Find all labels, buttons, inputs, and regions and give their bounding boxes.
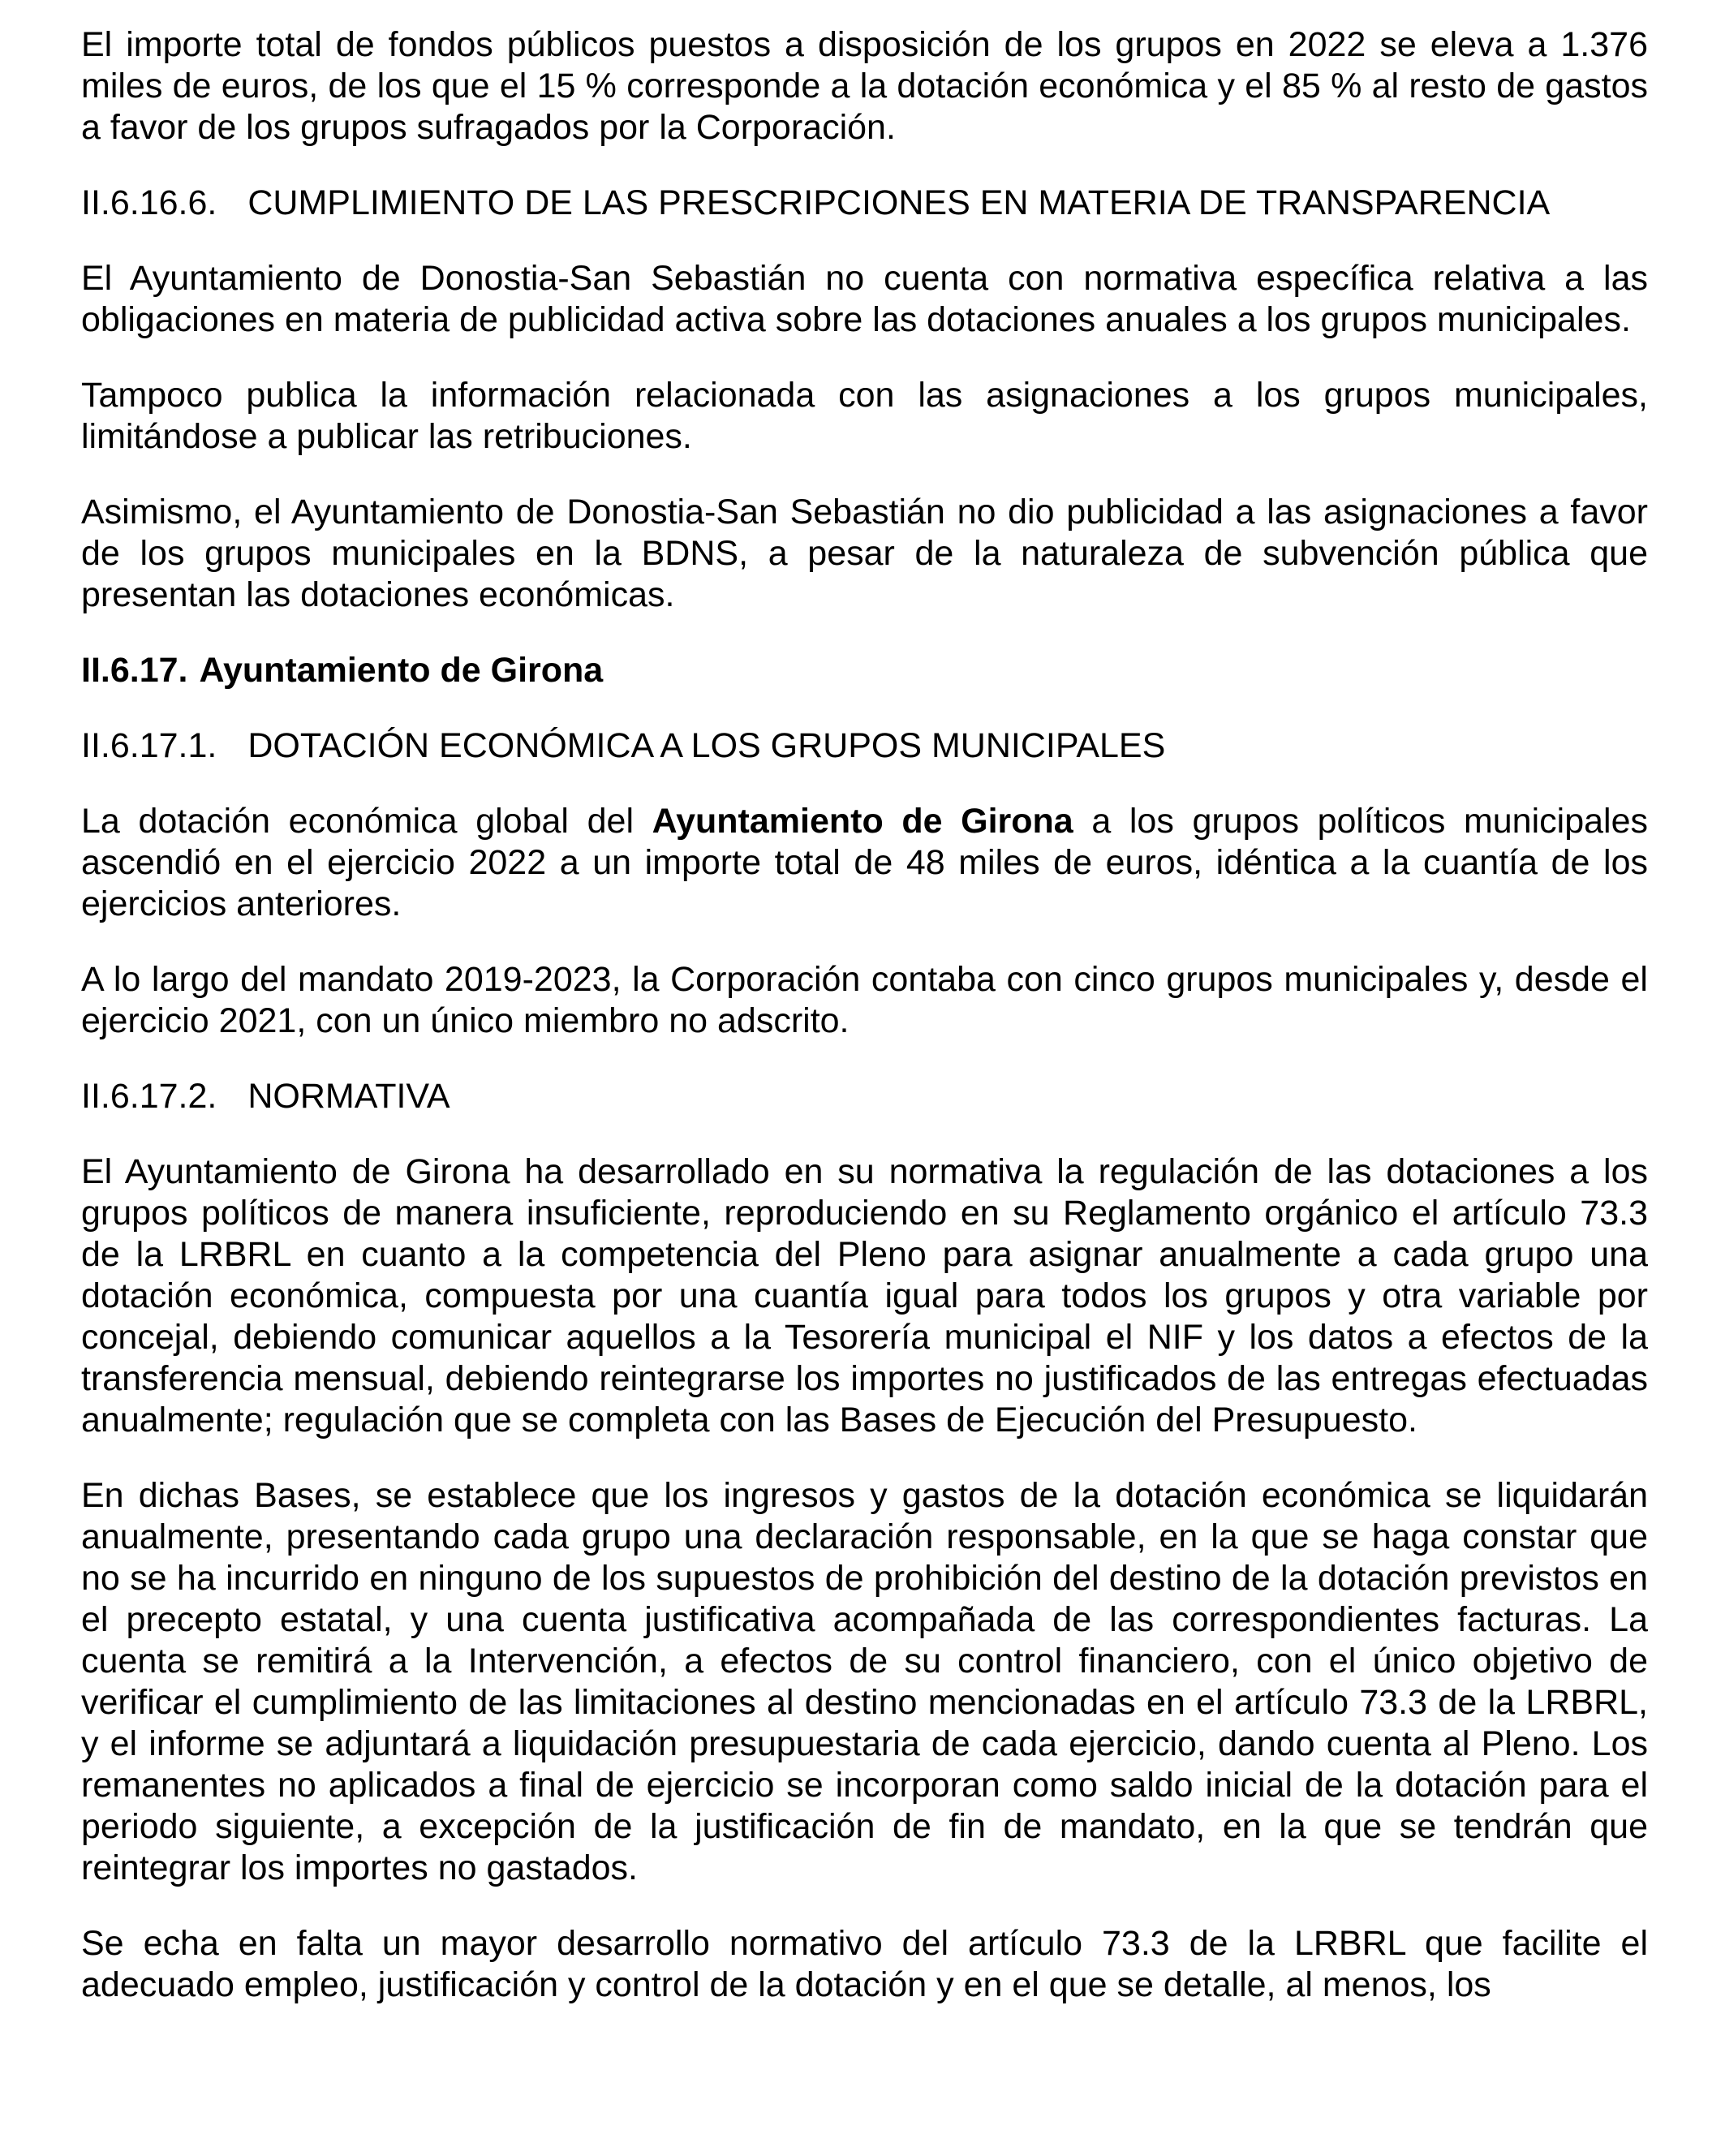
paragraph-asimismo-bdns: Asimismo, el Ayuntamiento de Donostia-San Sebastián no dio publicidad a las asignaciones a favor de los grupos municipales en la BDNS, a pesar de la naturaleza de subvención pública que presentan las dotaciones económicas. xyxy=(81,493,1648,614)
section-number: II.6.16.6. xyxy=(81,183,217,222)
paragraph-normativa-girona: El Ayuntamiento de Girona ha desarrollado en su normativa la regulación de las dotaciones a los grupos políticos de manera insuficiente, reproduciendo en su Reglamento orgánico el artículo 73.3 de la LRBRL en cuanto a la competencia del Pleno para asignar anualmente a cada grupo una dotación económica, compuesta por una cuantía igual para todos los grupos y otra variable por concejal, debiendo comunicar aquellos a la Tesorería municipal el NIF y los datos a efectos de la transferencia mensual, debiendo reintegrarse los importes no justificados de las entregas efectuadas anualmente; regulación que se completa con las Bases de Ejecución del Presupuesto. xyxy=(81,1152,1648,1439)
paragraph-mandato: A lo largo del mandato 2019-2023, la Corporación contaba con cinco grupos municipales y, desde el ejercicio 2021, con un único miembro no adscrito. xyxy=(81,960,1648,1040)
paragraph-dotacion-global xyxy=(81,801,1648,925)
section-heading-ayuntamiento-girona xyxy=(81,650,1648,691)
section-heading-dotacion-economica xyxy=(81,725,1648,767)
paragraph-bases: En dichas Bases, se establece que los ingresos y gastos de la dotación económica se liquidarán anualmente, presentando cada grupo una declaración responsable, en la que se haga constar que no se ha incurrido en ninguno de los supuestos de prohibición del destino de la dotación previstos en el precepto estatal, y una cuenta justificativa acompañada de las correspondientes facturas. La cuenta se remitirá a la Intervención, a efectos de su control financiero, con el único objetivo de verificar el cumplimiento de las limitaciones al destino mencionadas en el artículo 73.3 de la LRBRL, y el informe se adjuntará a liquidación presupuestaria de cada ejercicio, dando cuenta al Pleno. Los remanentes no aplicados a final de ejercicio se incorporan como saldo inicial de la dotación para el periodo siguiente, a excepción de la justificación de fin de mandato, en la que se tendrán que reintegrar los importes no gastados. xyxy=(81,1476,1648,1887)
section-heading-normativa xyxy=(81,1076,1648,1117)
paragraph-se-echa-en-falta: Se echa en falta un mayor desarrollo normativo del artículo 73.3 de la LRBRL que facilite el adecuado empleo, justificación y control de la dotación y en el que se detalle, al menos, los xyxy=(81,1924,1648,2004)
paragraph-normativa-especifica: El Ayuntamiento de Donostia-San Sebastián no cuenta con normativa específica relativa a las obligaciones en materia de publicidad activa sobre las dotaciones anuales a los grupos municipales. xyxy=(81,259,1648,339)
paragraph-dotacion-global-pre: La dotación económica global del xyxy=(81,802,652,841)
section-number: II.6.17.1. xyxy=(81,726,217,765)
paragraph-tampoco-publica: Tampoco publica la información relacionada con las asignaciones a los grupos municipales, limitándose a publicar las retribuciones. xyxy=(81,376,1648,456)
section-title: DOTACIÓN ECONÓMICA A LOS GRUPOS MUNICIPALES xyxy=(247,726,1166,765)
section-number: II.6.17. xyxy=(81,651,188,690)
paragraph-dotacion-global-post: a los grupos políticos municipales ascendió en el ejercicio 2022 a un importe total de 48 miles de euros, idéntica a la cuantía de los ejercicios anteriores. xyxy=(81,802,1648,923)
section-title: NORMATIVA xyxy=(247,1077,450,1116)
section-title: CUMPLIMIENTO DE LAS PRESCRIPCIONES EN MATERIA DE TRANSPARENCIA xyxy=(247,183,1551,222)
section-number: II.6.17.2. xyxy=(81,1077,217,1116)
section-title: Ayuntamiento de Girona xyxy=(199,651,604,690)
paragraph-fondos-publicos: El importe total de fondos públicos puestos a disposición de los grupos en 2022 se eleva a 1.376 miles de euros, de los que el 15 % corresponde a la dotación económica y el 85 % al resto de gastos a favor de los grupos sufragados por la Corporación. xyxy=(81,25,1648,147)
paragraph-dotacion-global-bold: Ayuntamiento de Girona xyxy=(652,802,1073,841)
section-heading-transparencia xyxy=(81,183,1648,224)
